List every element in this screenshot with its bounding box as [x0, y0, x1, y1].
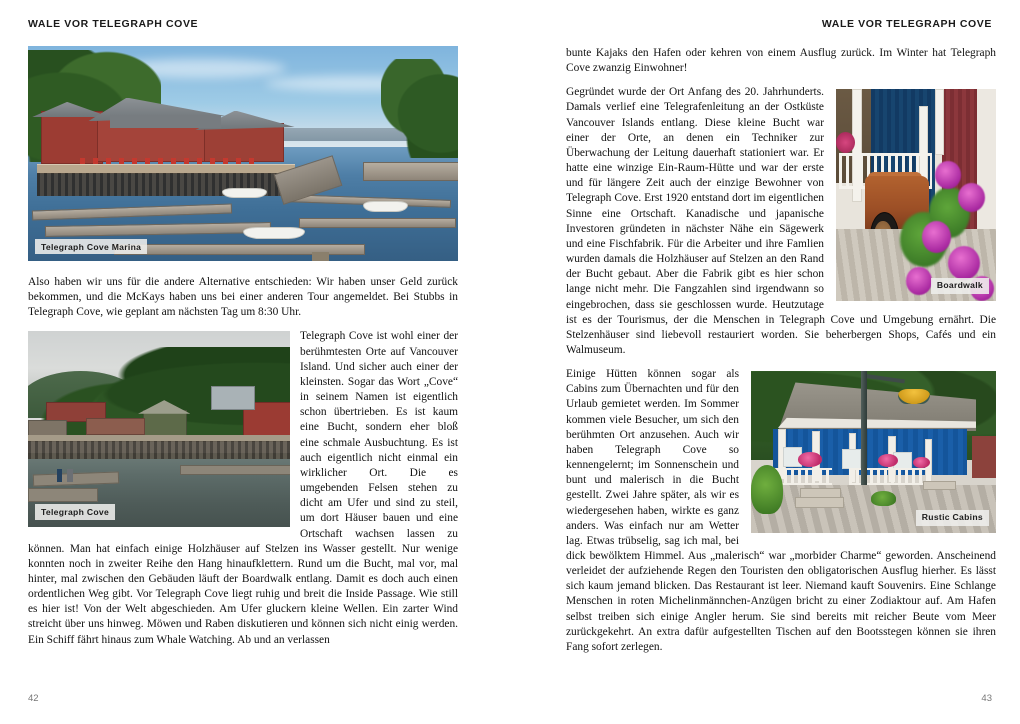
trees-right — [381, 59, 458, 158]
page-number-left: 42 — [28, 693, 39, 704]
post — [80, 461, 84, 485]
building-grey — [211, 386, 255, 410]
figure-telegraph-cove-marina — [28, 46, 458, 261]
purple-flower — [935, 161, 961, 189]
hanging-flower-basket — [798, 452, 823, 467]
figure-rustic-cabins — [751, 371, 996, 533]
photo-boardwalk — [836, 89, 996, 301]
figure-boardwalk — [836, 89, 996, 301]
window — [842, 449, 861, 469]
purple-flower — [948, 246, 980, 280]
shrub — [751, 465, 783, 514]
piling-post — [312, 252, 329, 261]
figure-caption: Telegraph Cove Marina — [35, 239, 147, 254]
float-dock — [180, 465, 290, 475]
float-dock — [28, 488, 98, 502]
paragraph: bunte Kajaks den Hafen oder kehren von einem Ausflug zurück. Im Winter hat Telegraph Cove zwanzig Einwohner! — [566, 47, 996, 75]
figure-caption: Telegraph Cove — [35, 504, 115, 520]
pendant-lamp — [898, 389, 930, 404]
steps — [923, 481, 957, 489]
paragraph: Also haben wir uns für die andere Alternative entschieden: Wir haben unser Geld zurück bekommen, und die McKays haben uns bei einer anderen Tour angemeldet. Bei Stubbs in Telegraph Cove, wie geplant am nächsten Tag um 8:30 Uhr. — [28, 276, 458, 319]
purple-flower — [922, 221, 951, 253]
paragraph: Einige Hütten können sogar als Cabins zum Übernachten und für den Urlaub gemietet werden. Im Sommer kommen viele Besucher, um sich den berühmten Ort anzusehen. Auch wir haben Telegraph Cove so kennengelernt; im Sonnenschein und bunt und malerisch in die Bucht gestellt. Zwei Jahre später, als wir es wiedergesehen haben, wirkte es ganz anders. Was einfach nur am Wetter lag. Etwas trübselig, sag ich mal, bei dick bewölktem Himmel. Aus „malerisch“ war „morbider Charme“ geworden. Anscheinend verleidet der aufziehende Regen den Touristen den obligatorischen Ausflug hierher. Es lässt sich kaum jemand blicken. Das Restaurant ist leer. Niemand kauft Souvenirs. Eine Schlange Menschen in roten Michelinmännchen-Anzügen bricht zu einer Zodiaktour auf. Am Hafen selbst treiben sich einige Angler herum. Sie sind bereits mit reicher Beute vom Meer zurückgekehrt. An extra dafür aufgestellten Tischen auf den Bootsstegen können sie ihren Fang sofort zerlegen. — [566, 368, 996, 653]
figure-caption: Rustic Cabins — [916, 510, 989, 526]
pilings — [28, 441, 290, 459]
right-column — [566, 46, 996, 664]
dock — [299, 218, 456, 228]
page-number-right: 43 — [981, 693, 992, 704]
photo-cove — [28, 331, 290, 527]
building-row — [86, 418, 146, 436]
photo-marina — [28, 46, 458, 261]
person — [67, 469, 72, 483]
flower-box — [836, 132, 855, 153]
purple-flower — [958, 183, 985, 213]
purple-flower — [906, 267, 932, 295]
running-head-right: WALE VOR TELEGRAPH COVE — [821, 18, 992, 30]
steps — [795, 497, 844, 507]
planter — [871, 491, 896, 506]
float-dock — [33, 471, 119, 486]
person — [57, 469, 62, 483]
roof — [110, 115, 222, 128]
left-column — [28, 275, 458, 657]
boat — [222, 188, 267, 199]
figure-telegraph-cove — [28, 331, 290, 527]
far-dock — [363, 162, 458, 181]
running-head-left: WALE VOR TELEGRAPH COVE — [28, 18, 199, 30]
paragraph: Telegraph Cove ist wohl einer der berühmtesten Orte auf Vancouver Island. Und sicher auch einer der kleinsten. Sogar das Wort „Cove“ in seinem Namen ist eigentlich schon übertrieben. Es ist kaum eine Bucht, sondern eher bloß eine schmale Ausbuchtung. Es ist auch eigentlich nicht einmal ein wirklicher Ort. Die es umgebenden Felsen stehen zu dicht am Ufer und sind zu steil, um dort Häuser bauen und eine Ortschaft wachsen lassen zu können. Man hat einfach einige Holzhäuser auf Stelzen ins Wasser gestellt. Nur wenige konnten noch in zweiter Reihe den Hang hinaufklettern. Rund um die Bucht, mal vor, mal hinter, mal zwischen den Gebäuden läuft der Boardwalk entlang. Damit es doch auch einen ordentlichen Weg gibt. Vor Telegraph Cove liegt ruhig und breit die Inside Passage. Wie still es hier ist! Von der Welt abgeschieden. Am Ufer gluckern kleine Wellen. Ein zarter Wind streicht über uns hinweg. Möwen und Raben diskutieren und können sich nicht einig werden. Ein Schiff fährt hinaus zum Whale Watching. Ab und an verlassen — [28, 330, 458, 646]
hanging-flower-basket — [878, 454, 898, 467]
figure-caption: Boardwalk — [931, 278, 989, 294]
porch-column — [935, 89, 943, 155]
boat — [243, 227, 305, 240]
paragraph: Gegründet wurde der Ort Anfang des 20. Jahrhunderts. Damals verlief eine Telegrafenleitung an der Ostküste Vancouver Islands entlang. Diese kleine Bucht war einer der Orte, an denen ein Techniker zur Überwachung der Leitung dauerhaft stationiert war. Er hatte eine winzige Ein-Raum-Hütte und war der erste und für längere Zeit auch der einzige Bewohner von Telegraph Cove. Erst 1920 entstand dort im eigentlichen Sinne eine Ortschaft. Kanadische und japanische Investoren gründeten in nächster Nähe ein Sägewerk und eine Fischfabrik. Für die Arbeiter und ihre Famlien wurden damals die Holzhäuser auf Stelzen an den Rand der Bucht gebaut. Aber die Fabrik gibt es hier schon lange nicht mehr. Die Fangzahlen sind irgendwann so eingebrochen, dass sie geschlossen wurde. Heutzutage ist es der Tourismus, der die Menschen in Telegraph Cove und Umgebung ernährt. Die Stelzenhäuser sind liebevoll restauriert worden. Sie beherbergen Shops, Cafés und ein Walmuseum. — [566, 86, 996, 356]
red-building — [972, 436, 997, 478]
boat — [363, 201, 408, 213]
steps — [800, 488, 841, 498]
